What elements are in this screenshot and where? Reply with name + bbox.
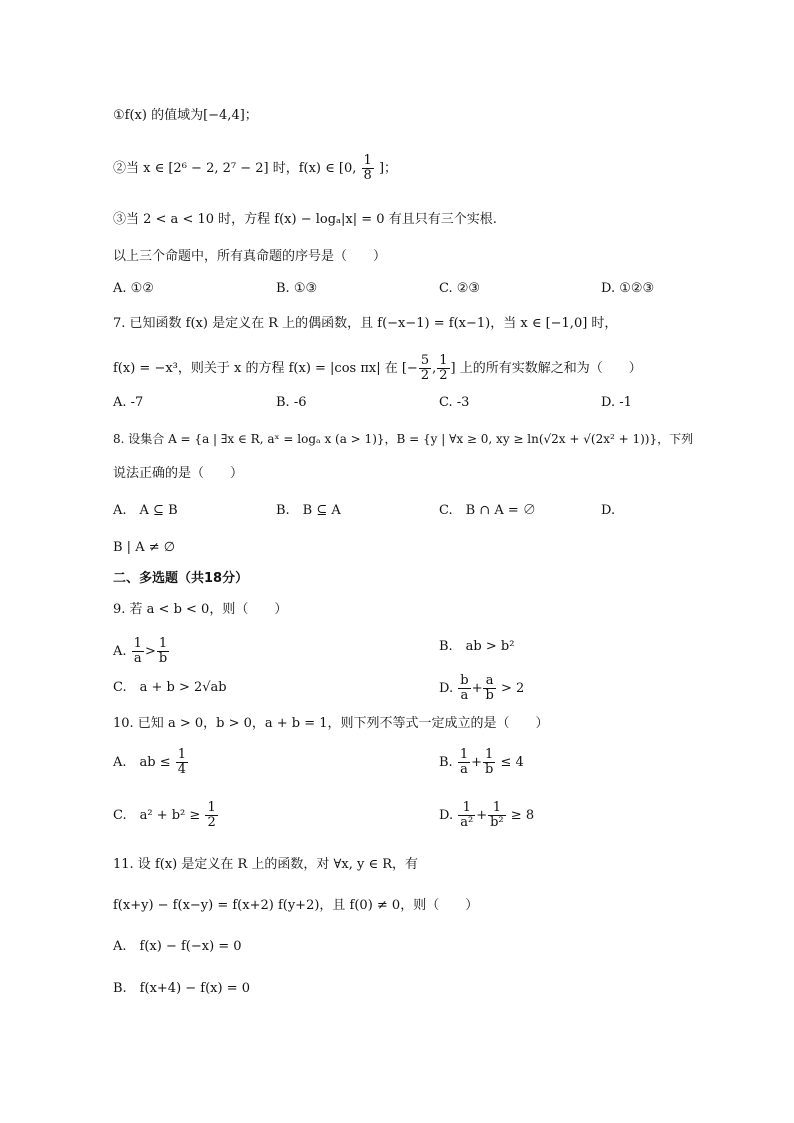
q8-option-d-content: B | A ≠ ∅ xyxy=(113,540,176,555)
statement-3: ③当 2 < a < 10 时，方程 f(x) − logₐ|x| = 0 有且只有三个实根. xyxy=(113,212,497,227)
q9-d-post: > 2 xyxy=(500,681,525,696)
q11-line-1: 11. 设 f(x) 是定义在 R 上的函数，对 ∀x, y ∈ R，有 xyxy=(113,857,419,872)
q7-option-c: C. -3 xyxy=(439,395,470,410)
statement-1: ①f(x) 的值域为[−4,4]； xyxy=(113,108,258,123)
q10-d-op: + xyxy=(476,808,488,823)
q7-option-a: A. -7 xyxy=(113,395,144,410)
q10-prompt: 10. 已知 a > 0，b > 0，a + b = 1，则下列不等式一定成立的是（ ） xyxy=(113,716,549,731)
fraction-1-over-b: $\frac{1}{b}$ xyxy=(158,636,168,666)
fraction-1-over-a-squared: $\frac{1}{\text{a²}}$ xyxy=(460,800,474,830)
q9-d-label: D. xyxy=(439,681,454,696)
q9-option-a xyxy=(113,637,170,666)
q11-line-2: f(x+y) − f(x−y) = f(x+2) f(y+2)，且 f(0) ≠ 0，则（ ） xyxy=(113,898,479,913)
q10-option-d xyxy=(439,801,534,830)
q10-b-post: ≤ 4 xyxy=(500,755,524,770)
statement-2-end: ]； xyxy=(378,161,398,176)
q10-b-op: + xyxy=(471,755,483,770)
fraction-one-quarter: $\frac{1}{4}$ xyxy=(177,747,187,777)
q9-d-op: + xyxy=(471,681,483,696)
q11-option-b: B. f(x+4) − f(x) = 0 xyxy=(113,981,251,996)
q10-d-label: D. xyxy=(439,808,454,823)
statement-2 xyxy=(113,154,397,183)
q10-option-b xyxy=(439,748,524,777)
q9-prompt: 9. 若 a < b < 0，则（ ） xyxy=(113,602,288,617)
fraction-a-over-b: $\frac{a}{b}$ xyxy=(485,673,494,703)
q7-comma: , xyxy=(432,361,437,376)
q9-a-label: A. xyxy=(113,644,127,659)
q10-c-text: C. a² + b² ≥ xyxy=(113,808,201,823)
q7-option-b: B. -6 xyxy=(276,395,307,410)
q7-line-2 xyxy=(113,354,642,383)
q9-option-d xyxy=(439,674,524,703)
q10-option-a xyxy=(113,748,189,777)
q6-option-b: B. ①③ xyxy=(276,281,318,296)
q9-option-b: B. ab > b² xyxy=(439,639,515,654)
q6-option-a: A. ①② xyxy=(113,281,154,296)
q8-line-2: 说法正确的是（ ） xyxy=(113,466,244,481)
fraction-one-half: $\frac{1}{2}$ xyxy=(439,353,448,383)
q7-text-post: ] 上的所有实数解之和为（ ） xyxy=(450,361,642,376)
q10-option-c xyxy=(113,801,219,830)
q6-prompt: 以上三个命题中，所有真命题的序号是（ ） xyxy=(113,249,387,264)
fraction-1-over-a-q10: $\frac{1}{a}$ xyxy=(459,747,469,777)
q10-b-label: B. xyxy=(439,755,453,770)
q7-line-1: 7. 已知函数 f(x) 是定义在 R 上的偶函数，且 f(−x−1) = f(x−1)，当 x ∈ [−1,0] 时， xyxy=(113,316,618,331)
q7-option-d: D. -1 xyxy=(601,395,632,410)
q9-a-op: > xyxy=(144,644,156,659)
q6-option-c: C. ②③ xyxy=(439,281,481,296)
fraction-1-over-b-q10: $\frac{1}{b}$ xyxy=(485,747,494,777)
q8-option-c: C. B ∩ A = ∅ xyxy=(439,503,536,518)
fraction-one-half-q10: $\frac{1}{2}$ xyxy=(207,800,216,830)
fraction-b-over-a: $\frac{b}{a}$ xyxy=(460,673,469,703)
q10-a-text: A. ab ≤ xyxy=(113,755,171,770)
q8-line-1: 8. 设集合 A = {a | ∃x ∈ R, aˣ = logₐ x (a > 1)}，B = {y | ∀x ≥ 0, xy ≥ ln(√2x + √(2x² + 1))}，下列 xyxy=(113,432,694,446)
fraction-1-over-a: $\frac{1}{a}$ xyxy=(133,636,142,666)
q8-option-d: D. xyxy=(601,503,616,518)
q7-text-pre: f(x) = −x³，则关于 x 的方程 f(x) = |cos πx| 在 [− xyxy=(113,361,418,376)
q11-option-a: A. f(x) − f(−x) = 0 xyxy=(113,939,242,954)
q8-option-b: B. B ⊆ A xyxy=(276,503,341,518)
q6-option-d: D. ①②③ xyxy=(601,281,655,296)
section-2-heading: 二、多选题（共18分） xyxy=(113,571,249,586)
q10-d-post: ≥ 8 xyxy=(510,808,535,823)
q8-option-a: A. A ⊆ B xyxy=(113,503,178,518)
q9-option-c: C. a + b > 2√ab xyxy=(113,680,227,695)
fraction-1-over-b-squared: $\frac{1}{\text{b²}}$ xyxy=(490,800,504,830)
statement-2-text: ②当 x ∈ [2⁶ − 2, 2⁷ − 2] 时，f(x) ∈ [0, xyxy=(113,161,357,176)
fraction-five-halves: $\frac{5}{2}$ xyxy=(420,353,430,383)
fraction-one-eighth: $\frac{1}{8}$ xyxy=(363,153,372,183)
